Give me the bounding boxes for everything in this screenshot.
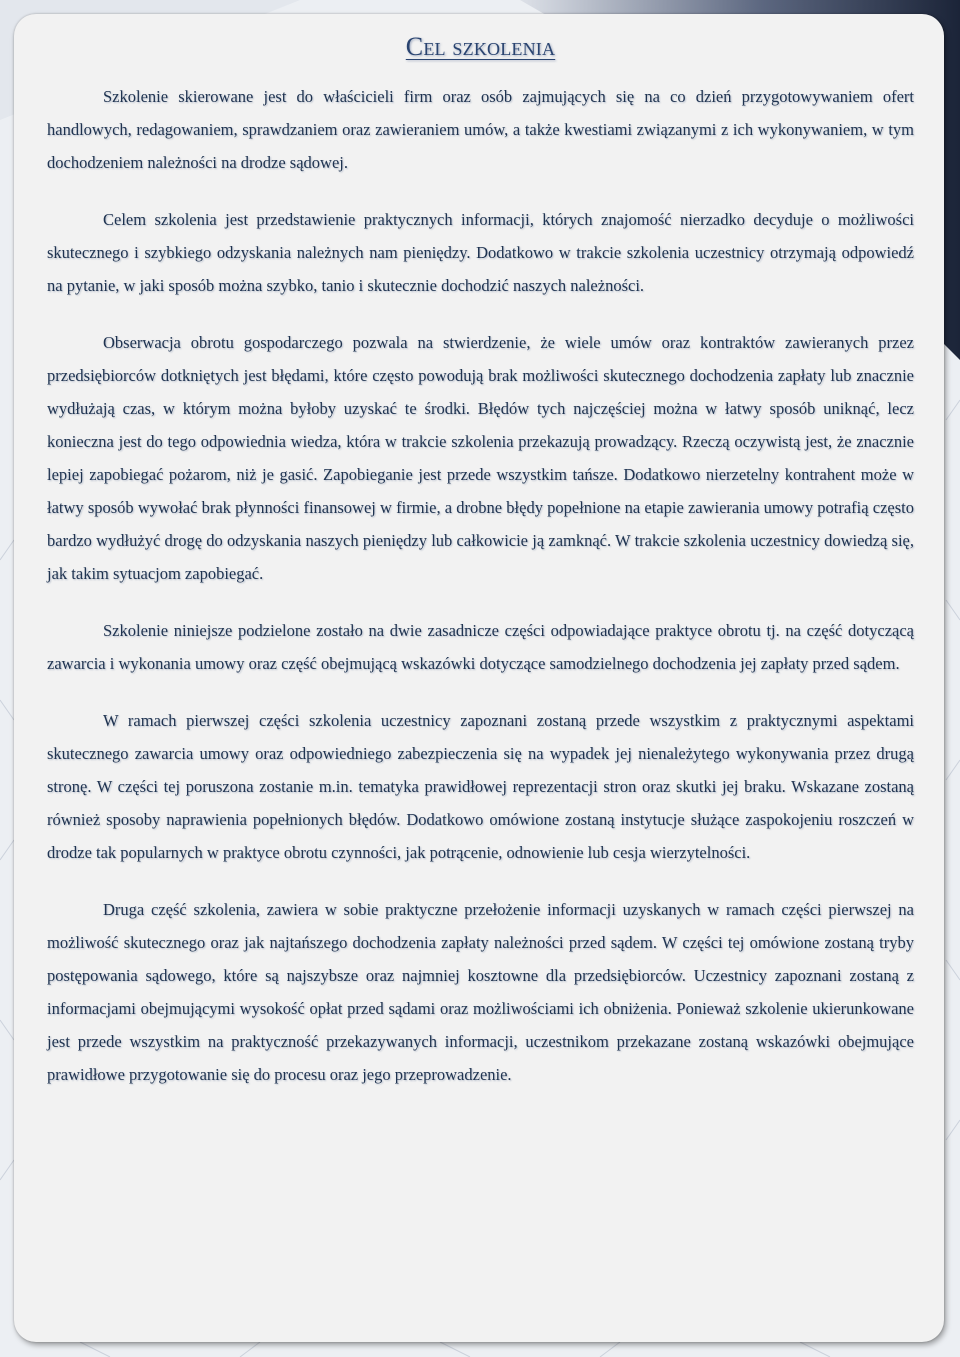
paragraph-structure: Szkolenie niniejsze podzielone zostało na dwie zasadnicze części odpowiadające praktyce obrotu tj. na część dotyczącą zawarcia i wykonania umowy oraz część obejmującą wskazówki dotyczące samodzielnego dochodzenia jej zapłaty przed sądem. bbox=[47, 621, 914, 673]
page-title: Cel szkolenia bbox=[405, 32, 556, 61]
paragraph-part-one: W ramach pierwszej części szkolenia uczestnicy zapoznani zostaną przede wszystkim z praktycznymi aspektami skutecznego zawarcia umowy oraz odpowiedniego zabezpieczenia się na wypadek jej nienależytego wykonywania przez drugą stronę. W części tej poruszona zostanie m.in. tematyka prawidłowej reprezentacji stron oraz skutki jej braku. Wskazane zostaną również sposoby naprawienia popełnionych błędów. Dodatkowo omówione zostaną instytucje służące zaspokojeniu roszczeń w drodze tak popularnych w praktyce obrotu czynności, jak potrącenie, odnowienie lub cesja wierzytelności. bbox=[47, 711, 914, 862]
paragraph-audience: Szkolenie skierowane jest do właścicieli firm oraz osób zajmujących się na co dzień przygotowywaniem ofert handlowych, redagowaniem, sprawdzaniem oraz zawieraniem umów, a także kwestiami związanymi z ich wykonywaniem, w tym dochodzeniem należności na drodze sądowej. bbox=[47, 87, 914, 172]
paragraph-part-two: Druga część szkolenia, zawiera w sobie praktyczne przełożenie informacji uzyskanych w ramach części pierwszej na możliwość skutecznego oraz jak najtańszego dochodzenia zapłaty należności przed sądem. W części tej omówione zostaną tryby postępowania sądowego, które są najszybsze oraz najmniej kosztowne dla przedsiębiorców. Uczestnicy zapoznani zostaną z informacjami obejmującymi wysokość opłat przed sądami oraz możliwościami ich obniżenia. Ponieważ szkolenie ukierunkowane jest przede wszystkim na praktyczność przekazywanych informacji, uczestnikom przekazane zostaną wskazówki obejmujące prawidłowe przygotowanie się do procesu oraz jego przeprowadzenie. bbox=[47, 900, 914, 1084]
paragraph-goal: Celem szkolenia jest przedstawienie praktycznych informacji, których znajomość nierzadko decyduje o możliwości skutecznego i szybkiego odzyskania należnych nam pieniędzy. Dodatkowo w trakcie szkolenia uczestnicy otrzymają odpowiedź na pytanie, w jaki sposób można szybko, tanio i skutecznie dochodzić naszych należności. bbox=[47, 210, 914, 295]
paragraph-observation: Obserwacja obrotu gospodarczego pozwala na stwierdzenie, że wiele umów oraz kontraktów zawieranych przez przedsiębiorców dotkniętych jest błędami, które często powodują brak możliwości skutecznego dochodzenia zapłaty lub znacznie wydłużają czas, w którym można byłoby uzyskać te środki. Błędów tych najczęściej można w łatwy sposób uniknąć, lecz konieczna jest do tego odpowiednia wiedza, która w trakcie szkolenia przekazują prowadzący. Rzeczą oczywistą jest, że znacznie lepiej zapobiegać pożarom, niż je gasić. Zapobieganie jest przede wszystkim tańsze. Dodatkowo nierzetelny kontrahent może w łatwy sposób wywołać brak płynności finansowej w firmie, a drobne błędy popełnione na etapie zawierania umowy potrafią często bardzo wydłużyć drogę do odzyskania naszych pieniędzy lub całkowicie ją zamknąć. W trakcie szkolenia uczestnicy dowiedzą się, jak takim sytuacjom zapobiegać. bbox=[47, 333, 914, 583]
document-page bbox=[14, 14, 944, 1342]
